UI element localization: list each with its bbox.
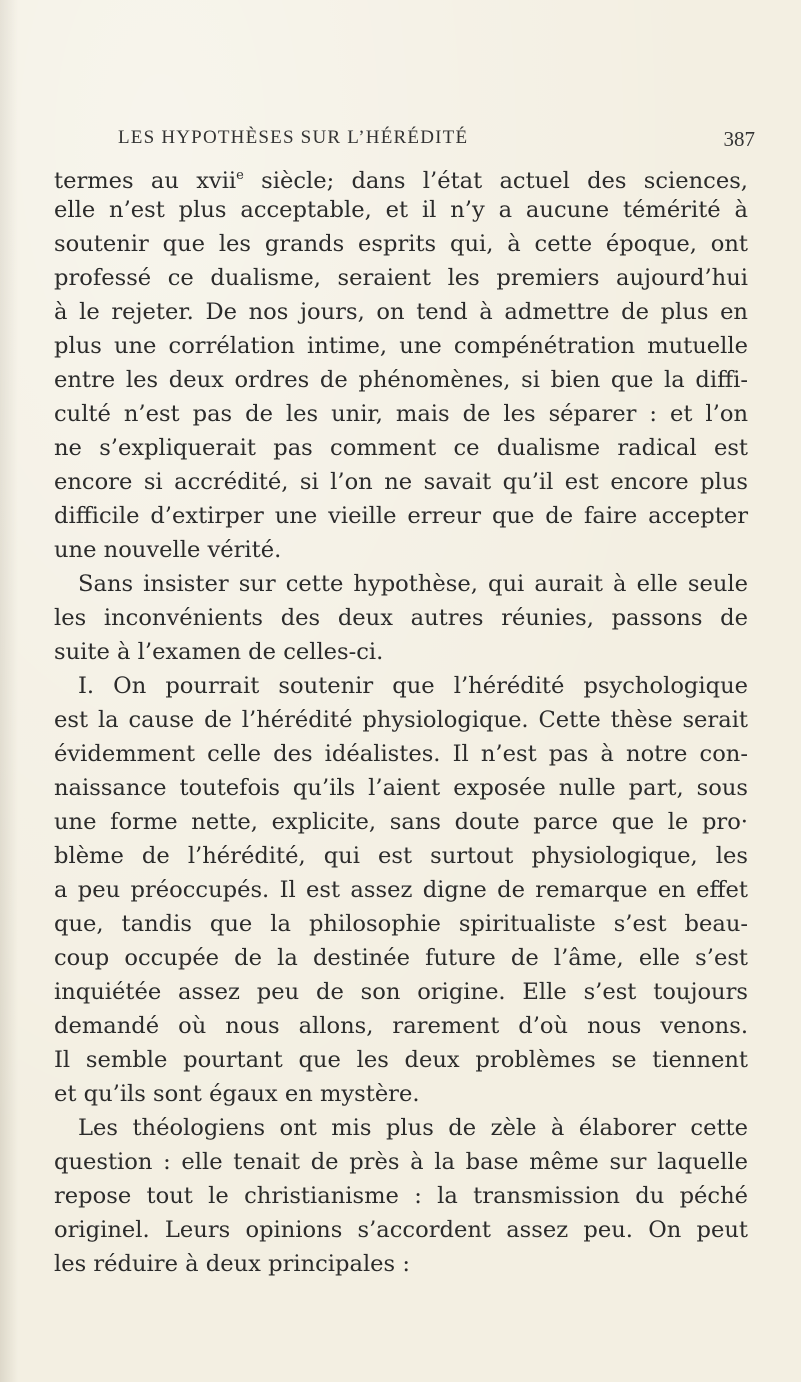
text-line: elle n’est plus acceptable, et il n’y a aucune témérité à	[54, 197, 748, 223]
text-line: ne s’expliquerait pas comment ce dualisme radical est	[54, 435, 748, 461]
text-line: a peu préoccupés. Il est assez digne de remarque en effet	[54, 877, 748, 903]
text-line: est la cause de l’hérédité physiologique. Cette thèse serait	[54, 707, 748, 733]
text-line: encore si accrédité, si l’on ne savait qu’il est encore plus	[54, 469, 748, 495]
text-line: coup occupée de la destinée future de l’âme, elle s’est	[54, 945, 748, 971]
text-line: plus une corrélation intime, une compénétration mutuelle	[54, 333, 748, 359]
text-line: et qu’ils sont égaux en mystère.	[54, 1081, 420, 1107]
text-line: originel. Leurs opinions s’accordent assez peu. On peut	[54, 1217, 748, 1243]
superscript: e	[236, 168, 244, 183]
page-number: 387	[723, 127, 755, 151]
text-line: I. On pourrait soutenir que l’hérédité psychologique	[78, 673, 748, 699]
text-line: naissance toutefois qu’ils l’aient exposée nulle part, sous	[54, 775, 748, 801]
text-line: à le rejeter. De nos jours, on tend à admettre de plus en	[54, 299, 748, 325]
page-header	[62, 127, 762, 153]
body-text	[54, 159, 748, 1281]
text-line: une forme nette, explicite, sans doute parce que le pro·	[54, 809, 748, 835]
text-line: les inconvénients des deux autres réunies, passons de	[54, 605, 748, 631]
text-line: Il semble pourtant que les deux problèmes se tiennent	[54, 1047, 748, 1073]
text-line: question : elle tenait de près à la base même sur laquelle	[54, 1149, 748, 1175]
text-line: une nouvelle vérité.	[54, 537, 282, 563]
text-line: inquiétée assez peu de son origine. Elle s’est toujours	[54, 979, 748, 1005]
text-line: entre les deux ordres de phénomènes, si bien que la diffi-	[54, 367, 748, 393]
text-line: Les théologiens ont mis plus de zèle à élaborer cette	[78, 1115, 748, 1141]
text-line: évidemment celle des idéalistes. Il n’est pas à notre con-	[54, 741, 748, 767]
text-line: professé ce dualisme, seraient les premiers aujourd’hui	[54, 265, 748, 291]
text-line: Sans insister sur cette hypothèse, qui aurait à elle seule	[78, 571, 748, 597]
text-line: blème de l’hérédité, qui est surtout physiologique, les	[54, 843, 748, 869]
running-head: LES HYPOTHÈSES SUR L’HÉRÉDITÉ	[118, 127, 469, 148]
text-line: culté n’est pas de les unir, mais de les séparer : et l’on	[54, 401, 748, 427]
text-line: soutenir que les grands esprits qui, à cette époque, ont	[54, 231, 748, 257]
text-line: demandé où nous allons, rarement d’où nous venons.	[54, 1013, 748, 1039]
text-line: que, tandis que la philosophie spiritualiste s’est beau-	[54, 911, 748, 937]
text-line: repose tout le christianisme : la transmission du péché	[54, 1183, 748, 1209]
text-line: les réduire à deux principales :	[54, 1251, 410, 1277]
text-line: suite à l’examen de celles-ci.	[54, 639, 384, 665]
text-line: termes au xvii$^e$ siècle; dans l’état actuel des sciences,	[54, 168, 748, 194]
text-line: difficile d’extirper une vieille erreur que de faire accepter	[54, 503, 748, 529]
